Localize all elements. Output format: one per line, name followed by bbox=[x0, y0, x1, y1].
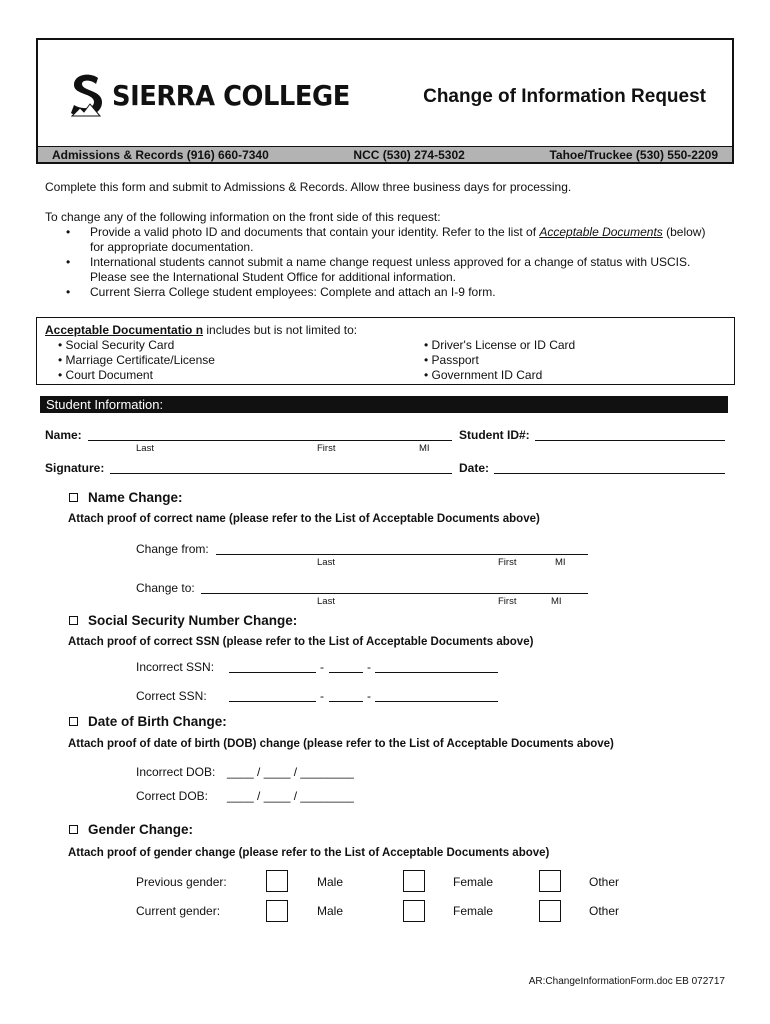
ssn-dash: - bbox=[320, 660, 324, 674]
current-male-checkbox[interactable] bbox=[266, 900, 288, 922]
ssn-change-sub: Attach proof of correct SSN (please refer to the List of Acceptable Documents above) bbox=[68, 636, 534, 648]
bullet-3: • Current Sierra College student employees: Complete and attach an I-9 form. bbox=[66, 285, 496, 299]
ssn-dash: - bbox=[320, 689, 324, 703]
intro-bullets bbox=[66, 225, 705, 300]
student-id-label: Student ID#: bbox=[459, 428, 530, 442]
from-sub-last: Last bbox=[317, 557, 335, 568]
doc-item: • Marriage Certificate/License bbox=[58, 353, 215, 367]
option-male: Male bbox=[317, 904, 344, 918]
date-label: Date: bbox=[459, 461, 490, 475]
name-change-heading bbox=[69, 490, 183, 505]
sierra-college-logo bbox=[68, 72, 371, 118]
dob-change-checkbox[interactable] bbox=[69, 717, 78, 726]
previous-female-checkbox[interactable] bbox=[403, 870, 425, 892]
bullet-1-text-b: (below) bbox=[662, 225, 706, 239]
option-male: Male bbox=[317, 875, 344, 889]
logo-s-mountain-icon bbox=[68, 72, 104, 118]
name-sub-first: First bbox=[317, 443, 336, 454]
doc-item: • Court Document bbox=[58, 368, 153, 382]
option-female: Female bbox=[453, 875, 494, 889]
ssn-dash: - bbox=[367, 689, 371, 703]
option-other: Other bbox=[589, 875, 620, 889]
contact-tahoe: Tahoe/Truckee (530) 550-2209 bbox=[549, 147, 718, 162]
change-from-field[interactable] bbox=[216, 554, 588, 555]
contact-admissions: Admissions & Records (916) 660-7340 bbox=[52, 147, 269, 162]
name-change-sub: Attach proof of correct name (please refer to the List of Acceptable Documents above) bbox=[68, 513, 540, 525]
correct-dob-field[interactable]: ____ / ____ / ________ bbox=[227, 789, 354, 803]
change-to-label: Change to: bbox=[136, 581, 195, 595]
dob-change-sub: Attach proof of date of birth (DOB) change (please refer to the List of Acceptable Documents above) bbox=[68, 738, 614, 750]
intro-line-1: Complete this form and submit to Admissions & Records. Allow three business days for processing. bbox=[45, 180, 572, 194]
from-sub-first: First bbox=[498, 557, 517, 568]
incorrect-dob-field[interactable]: ____ / ____ / ________ bbox=[227, 765, 354, 779]
name-change-checkbox[interactable] bbox=[69, 493, 78, 502]
gender-change-title: Gender Change: bbox=[88, 822, 194, 837]
bullet-1: • Provide a valid photo ID and documents that contain your identity. Refer to the list of Acceptable Documents (below) bbox=[66, 225, 706, 239]
dob-change-heading bbox=[69, 714, 227, 729]
doc-item: • Government ID Card bbox=[424, 368, 543, 382]
change-to-field[interactable] bbox=[201, 593, 588, 594]
contact-bar bbox=[38, 146, 732, 162]
name-label: Name: bbox=[45, 428, 82, 442]
acceptable-documents-link: Acceptable Documents bbox=[539, 225, 663, 239]
bullet-2-text: International students cannot submit a name change request unless approved for a change of status with USCIS. bbox=[90, 255, 691, 269]
contact-ncc: NCC (530) 274-5302 bbox=[353, 147, 465, 162]
correct-ssn-part2[interactable] bbox=[329, 701, 363, 702]
from-sub-mi: MI bbox=[555, 557, 566, 568]
name-sub-mi: MI bbox=[419, 443, 430, 454]
previous-other-checkbox[interactable] bbox=[539, 870, 561, 892]
incorrect-ssn-part2[interactable] bbox=[329, 672, 363, 673]
ssn-change-checkbox[interactable] bbox=[69, 616, 78, 625]
docs-list-right bbox=[424, 338, 575, 383]
signature-field[interactable] bbox=[110, 473, 452, 474]
ssn-dash: - bbox=[367, 660, 371, 674]
acceptable-docs-heading bbox=[45, 323, 357, 337]
correct-ssn-part3[interactable] bbox=[375, 701, 498, 702]
gender-change-checkbox[interactable] bbox=[69, 825, 78, 834]
correct-dob-label: Correct DOB: bbox=[136, 789, 209, 803]
previous-male-checkbox[interactable] bbox=[266, 870, 288, 892]
current-other-checkbox[interactable] bbox=[539, 900, 561, 922]
doc-item: • Passport bbox=[424, 353, 479, 367]
to-sub-last: Last bbox=[317, 596, 335, 607]
name-sub-last: Last bbox=[136, 443, 154, 454]
correct-ssn-part1[interactable] bbox=[229, 701, 316, 702]
ssn-change-heading bbox=[69, 613, 297, 628]
signature-label: Signature: bbox=[45, 461, 105, 475]
form-code: AR:ChangeInformationForm.doc EB 072717 bbox=[528, 976, 725, 987]
correct-ssn-label: Correct SSN: bbox=[136, 689, 207, 703]
name-field[interactable] bbox=[88, 440, 452, 441]
bullet-3-text: Current Sierra College student employees: Complete and attach an I-9 form. bbox=[90, 285, 496, 299]
doc-item: • Social Security Card bbox=[58, 338, 175, 352]
gender-change-heading bbox=[69, 822, 193, 837]
gender-change-sub: Attach proof of gender change (please refer to the List of Acceptable Documents above) bbox=[68, 847, 550, 859]
bullet-2-cont: Please see the International Student Office for additional information. bbox=[90, 270, 457, 284]
incorrect-ssn-label: Incorrect SSN: bbox=[136, 660, 215, 674]
bullet-1-text: Provide a valid photo ID and documents that contain your identity. Refer to the list of bbox=[90, 225, 540, 239]
acceptable-docs-title: Acceptable Documentatio n bbox=[45, 323, 204, 337]
current-gender-label: Current gender: bbox=[136, 904, 221, 918]
bullet-1-cont: for appropriate documentation. bbox=[90, 240, 254, 254]
incorrect-dob-label: Incorrect DOB: bbox=[136, 765, 216, 779]
option-female: Female bbox=[453, 904, 494, 918]
intro-line-2: To change any of the following information on the front side of this request: bbox=[45, 210, 441, 224]
name-change-title: Name Change: bbox=[88, 490, 183, 505]
docs-list-left bbox=[58, 338, 215, 383]
dob-change-title: Date of Birth Change: bbox=[88, 714, 227, 729]
date-field[interactable] bbox=[494, 473, 725, 474]
to-sub-mi: MI bbox=[551, 596, 562, 607]
previous-gender-label: Previous gender: bbox=[136, 875, 227, 889]
incorrect-ssn-part1[interactable] bbox=[229, 672, 316, 673]
form-title: Change of Information Request bbox=[423, 86, 706, 107]
change-from-label: Change from: bbox=[136, 542, 209, 556]
student-id-field[interactable] bbox=[535, 440, 725, 441]
option-other: Other bbox=[589, 904, 620, 918]
logo-text: SIERRA COLLEGE bbox=[112, 78, 350, 112]
current-female-checkbox[interactable] bbox=[403, 900, 425, 922]
student-info-bar: Student Information: bbox=[40, 396, 728, 413]
to-sub-first: First bbox=[498, 596, 517, 607]
ssn-change-title: Social Security Number Change: bbox=[88, 613, 298, 628]
doc-item: • Driver's License or ID Card bbox=[424, 338, 576, 352]
incorrect-ssn-part3[interactable] bbox=[375, 672, 498, 673]
bullet-2: • International students cannot submit a name change request unless approved for a change of status with USCIS. bbox=[66, 255, 691, 269]
acceptable-docs-title-rest: includes but is not limited to: bbox=[203, 323, 358, 337]
